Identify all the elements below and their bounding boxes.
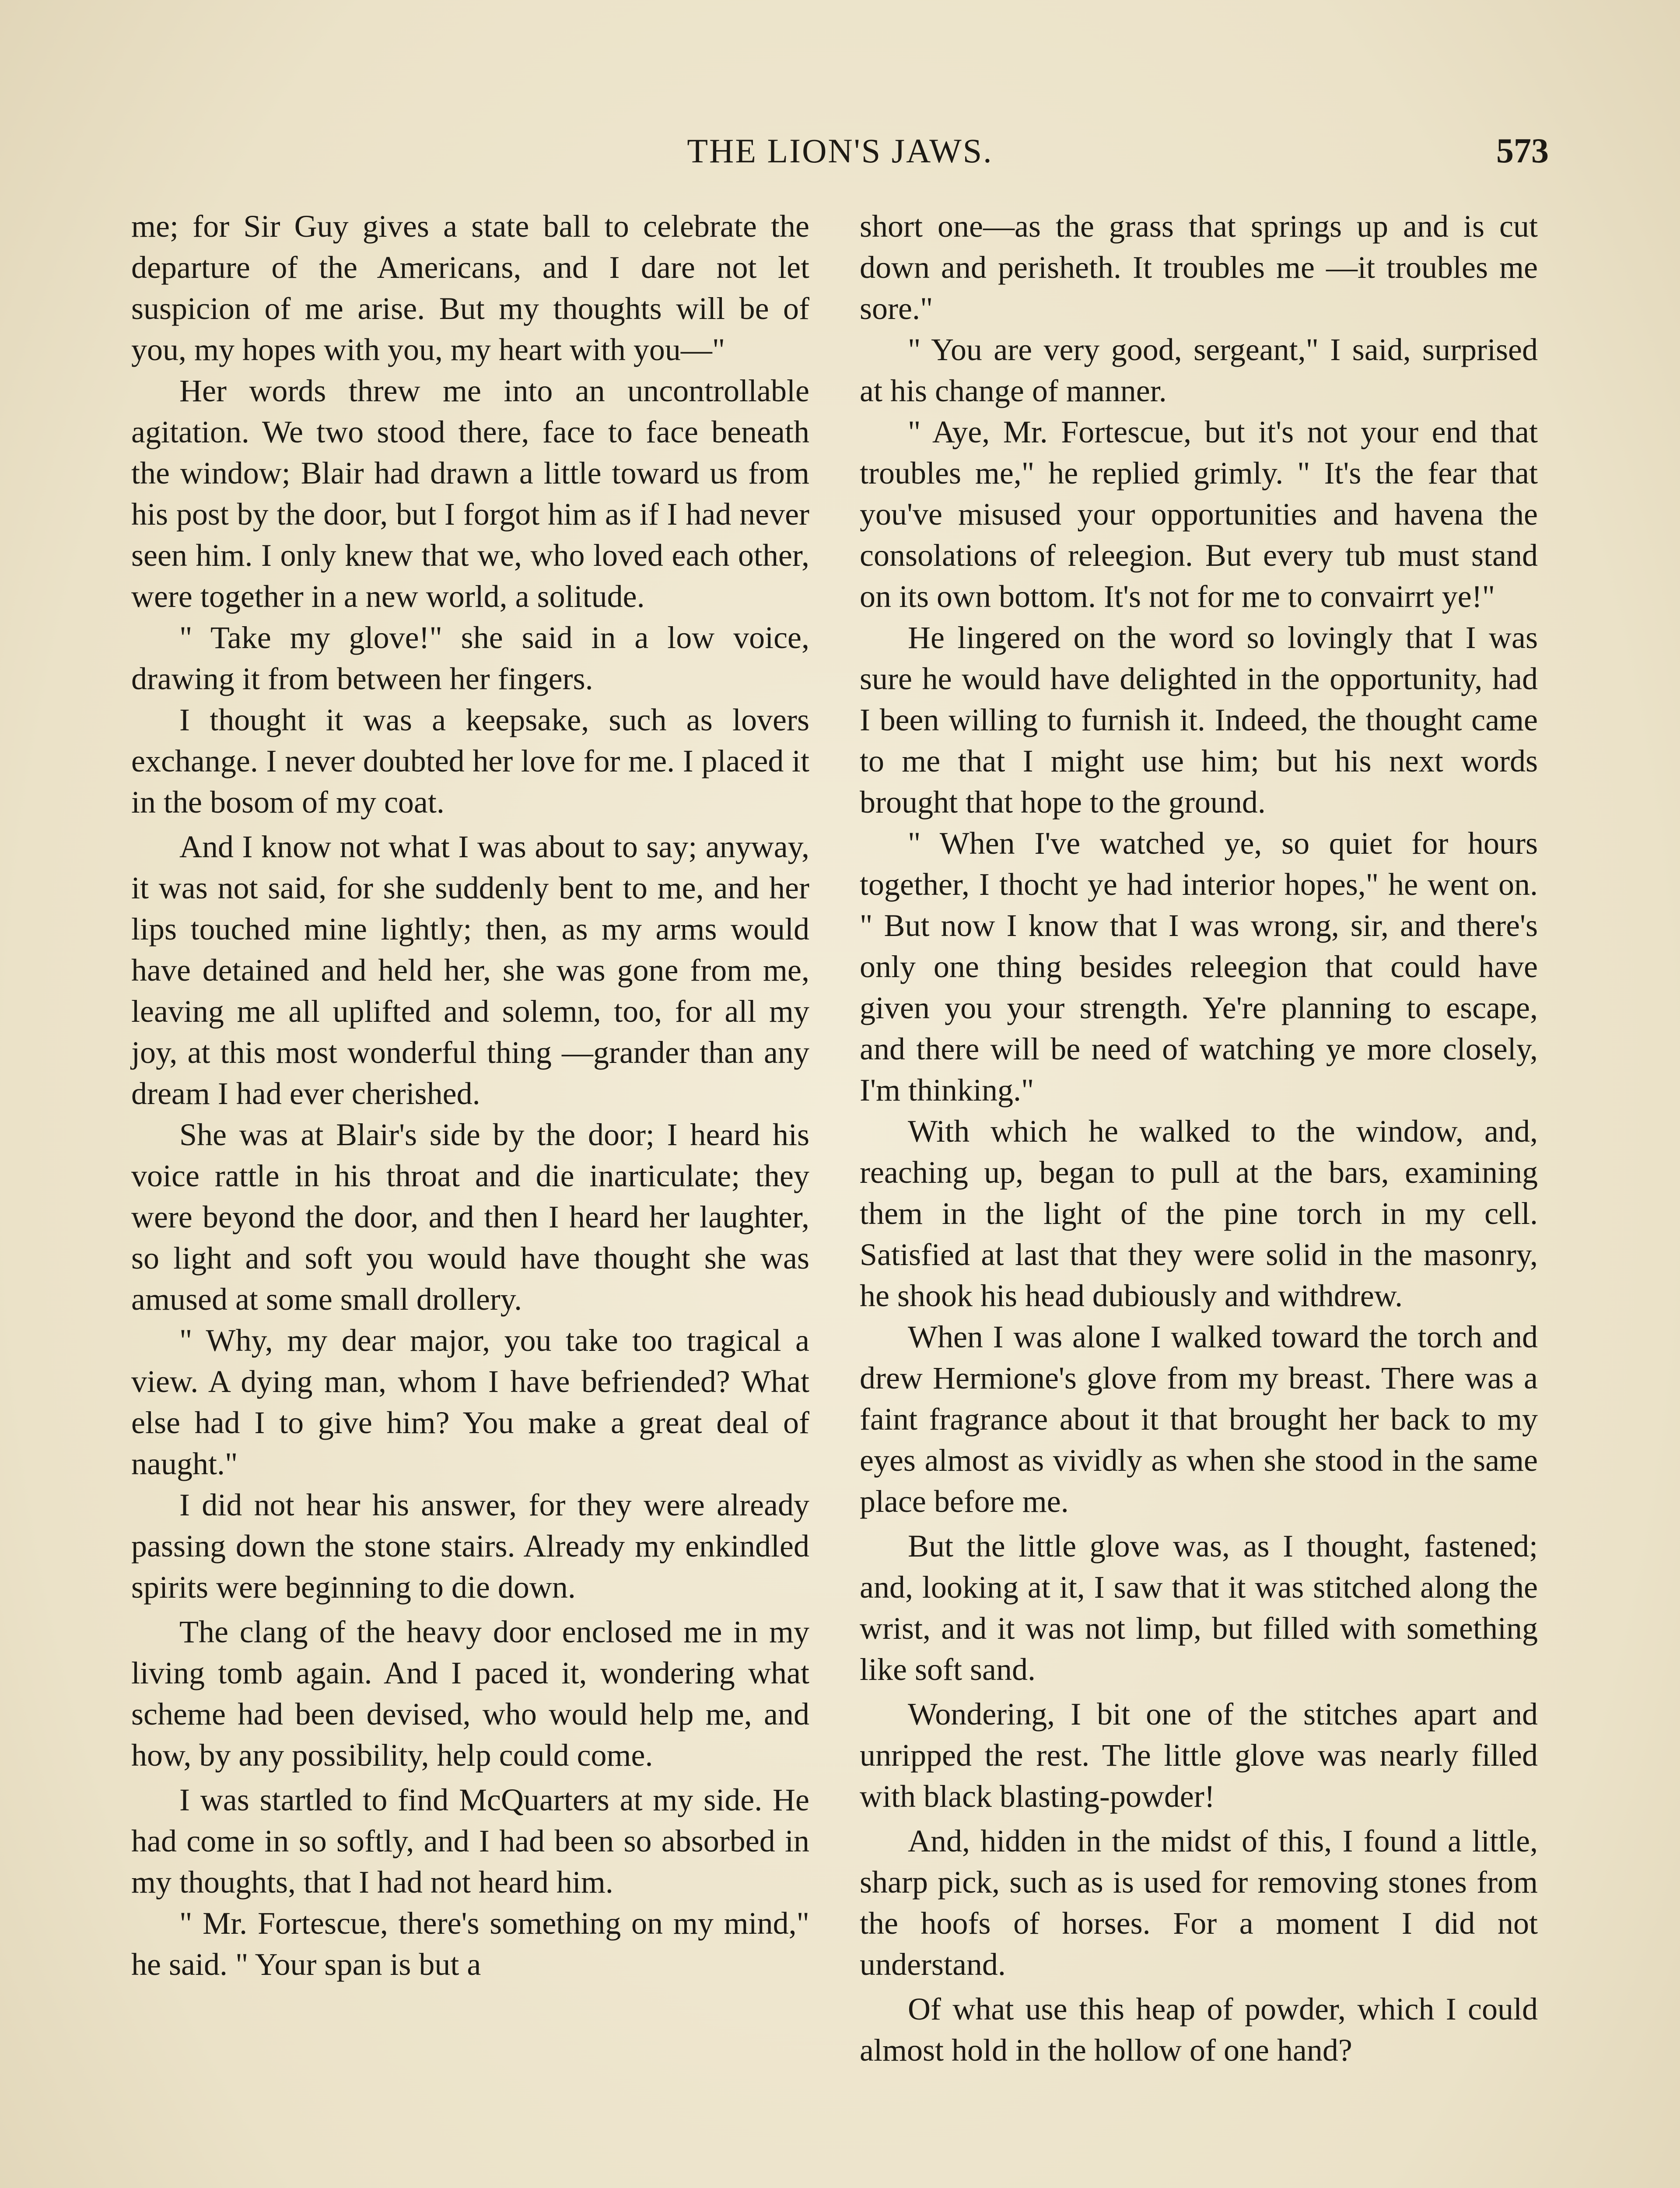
page-header xyxy=(131,131,1549,179)
running-title: THE LION'S JAWS. xyxy=(687,132,993,170)
paragraph: With which he walked to the window, and, reaching up, began to pull at the bars, examining them in the light of the pine torch in my cell. Satisfied at last that they were solid in the masonry, he shook his head dubiously and withdrew. xyxy=(860,1114,1538,1313)
paragraph: me; for Sir Guy gives a state ball to celebrate the departure of the Americans, and I dare not let suspicion of me arise. But my thoughts will be of you, my hopes with you, my heart with you—" xyxy=(131,209,809,367)
page-number: 573 xyxy=(1496,132,1549,170)
paragraph: I was startled to find McQuarters at my side. He had come in so softly, and I had been so absorbed in my thoughts, that I had not heard him. xyxy=(131,1782,809,1900)
paragraph: " When I've watched ye, so quiet for hours together, I thocht ye had interior hopes," he went on. " But now I know that I was wrong, sir, and there's only one thing besides releegion that could have given you your strength. Ye're planning to escape, and there will be need of watching ye more closely, I'm thinking." xyxy=(860,826,1538,1108)
paragraph: " Aye, Mr. Fortescue, but it's not your end that troubles me," he replied grimly. " It's the fear that you've misused your opportunities and havena the consolations of releegion. But every tub must stand on its own bottom. It's not for me to convairrt ye!" xyxy=(860,414,1538,614)
paragraph: And, hidden in the midst of this, I found a little, sharp pick, such as is used for removing stones from the hoofs of horses. For a moment I did not understand. xyxy=(860,1823,1538,1982)
paragraph: Her words threw me into an uncontrollable agitation. We two stood there, face to face beneath the window; Blair had drawn a little toward us from his post by the door, but I forgot him as if I had never seen him. I only knew that we, who loved each other, were together in a new world, a solitude. xyxy=(131,373,809,614)
paragraph: She was at Blair's side by the door; I heard his voice rattle in his throat and die inarticulate; they were beyond the door, and then I heard her laughter, so light and soft you would have thought she was amused at some small drollery. xyxy=(131,1117,809,1317)
paragraph: But the little glove was, as I thought, fastened; and, looking at it, I saw that it was stitched along the wrist, and it was not limp, but filled with something like soft sand. xyxy=(860,1529,1538,1687)
paragraph: And I know not what I was about to say; anyway, it was not said, for she suddenly bent to me, and her lips touched mine lightly; then, as my arms would have detained and held her, she was gone from me, leaving me all uplifted and solemn, too, for all my joy, at this most wonderful thing —grander than any dream I had ever cherished. xyxy=(131,829,809,1111)
paragraph: I thought it was a keepsake, such as lovers exchange. I never doubted her love for me. I placed it in the bosom of my coat. xyxy=(131,702,809,820)
paragraph: I did not hear his answer, for they were already passing down the stone stairs. Already my enkindled spirits were beginning to die down. xyxy=(131,1487,809,1605)
paragraph: The clang of the heavy door enclosed me in my living tomb again. And I paced it, wondering what scheme had been devised, who would help me, and how, by any possibility, help could come. xyxy=(131,1614,809,1773)
paragraph: " Mr. Fortescue, there's something on my mind," he said. " Your span is but a xyxy=(131,1906,809,1982)
paragraph: When I was alone I walked toward the torch and drew Hermione's glove from my breast. There was a faint fragrance about it that brought her back to my eyes almost as vividly as when she stood in the same place before me. xyxy=(860,1319,1538,1519)
left-column xyxy=(131,206,809,1985)
paragraph: He lingered on the word so lovingly that I was sure he would have delighted in the opportunity, had I been willing to furnish it. Indeed, the thought came to me that I might use him; but his next words brought that hope to the ground. xyxy=(860,620,1538,820)
paragraph: " Why, my dear major, you take too tragical a view. A dying man, whom I have befriended? What else had I to give him? You make a great deal of naught." xyxy=(131,1323,809,1481)
paragraph: " Take my glove!" she said in a low voice, drawing it from between her fingers. xyxy=(131,620,809,696)
paragraph: Wondering, I bit one of the stitches apart and unripped the rest. The little glove was nearly filled with black blasting-powder! xyxy=(860,1697,1538,1814)
right-column xyxy=(860,206,1538,2071)
paragraph: " You are very good, sergeant," I said, surprised at his change of manner. xyxy=(860,332,1538,408)
paragraph: short one—as the grass that springs up and is cut down and perisheth. It troubles me —it troubles me sore." xyxy=(860,209,1538,326)
paragraph: Of what use this heap of powder, which I could almost hold in the hollow of one hand? xyxy=(860,1992,1538,2068)
